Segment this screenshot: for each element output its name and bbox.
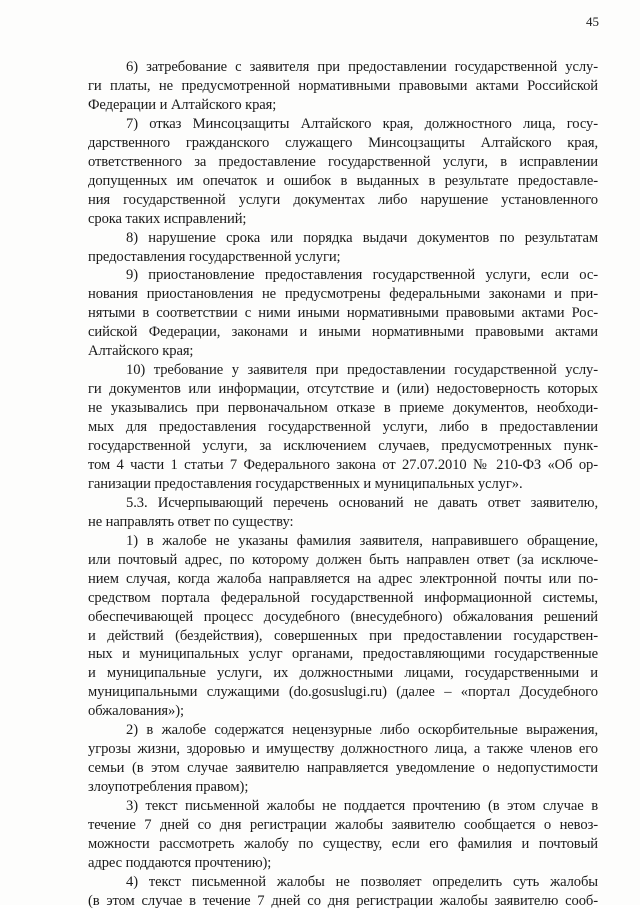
text-line: нятыми в соответствии с ними иными нормативными правовыми актами Рос- <box>88 305 598 322</box>
text-line: 8) нарушение срока или порядка выдачи документов по результатам <box>126 229 598 246</box>
text-line: 6) затребование с заявителя при предоставлении государственной услу- <box>126 59 598 75</box>
text-line: сийской Федерации, законами и иными нормативными правовыми актами <box>88 324 598 341</box>
text-line: нием случая, когда жалоба направляется на адрес электронной почты или по- <box>88 570 598 587</box>
text-line: допущенных им опечаток и ошибок в выданных в результате предоставле- <box>88 172 598 189</box>
text-line: угрозы жизни, здоровью и имуществу должностного лица, а также членов его <box>88 741 598 758</box>
text-line: 1) в жалобе не указаны фамилия заявителя, направившего обращение, <box>126 532 598 549</box>
text-line: нования приостановления не предусмотрены федеральными законами и при- <box>88 286 598 303</box>
text-line: Алтайского края; <box>88 343 194 360</box>
text-line: муниципальными служащими (do.gosuslugi.ru) (далее – «портал Досудебного <box>88 684 598 701</box>
text-line: не указывались при первоначальном отказе в приеме документов, необходи- <box>88 400 598 417</box>
text-line: семьи (в этом случае заявителю направляется уведомление о недопустимости <box>88 760 598 777</box>
text-line: (в этом случае в течение 7 дней со дня регистрации жалобы заявителю сооб- <box>88 892 598 909</box>
text-line: дарственного гражданского служащего Минсоцзащиты Алтайского края, <box>88 134 598 151</box>
text-line: Федерации и Алтайского края; <box>88 96 277 113</box>
text-line: предоставления государственной услуги; <box>88 248 341 265</box>
text-line: государственной услуги, за исключением случаев, предусмотренных пунк- <box>88 438 598 454</box>
text-line: 9) приостановление предоставления государственной услуги, если ос- <box>126 267 598 284</box>
text-line: злоупотребления правом); <box>88 779 249 796</box>
text-line: ных и муниципальных услуг органами, предоставляющими государственные <box>88 646 598 663</box>
text-line: можности рассмотреть жалобу по существу, если его фамилия и почтовый <box>88 835 598 852</box>
text-line: ги документов или информации, отсутствие и (или) недостоверность которых <box>88 381 598 398</box>
text-line: 10) требование у заявителя при предоставлении государственной услу- <box>126 362 598 379</box>
text-line: срока таких исправлений; <box>88 210 247 227</box>
text-line: или почтовый адрес, по которому должен быть направлен ответ (за исключе- <box>88 551 598 568</box>
text-line: не направлять ответ по существу: <box>88 513 294 530</box>
text-line: 4) текст письменной жалобы не позволяет определить суть жалобы <box>126 873 598 890</box>
text-line: ганизации предоставления государственных и муниципальных услуг». <box>88 475 523 492</box>
text-line: течение 7 дней со дня регистрации жалобы заявителю сообщается о невоз- <box>88 817 598 833</box>
text-line: и действий (бездействия), совершенных при предоставлении государствен- <box>88 627 598 644</box>
text-line: обжалования»); <box>88 703 184 720</box>
text-line: средством портала федеральной государственной информационной системы, <box>88 589 598 606</box>
text-line: ги платы, не предусмотренной нормативными правовыми актами Российской <box>88 78 598 94</box>
page-number: 45 <box>586 14 599 29</box>
text-line: 5.3. Исчерпывающий перечень оснований не давать ответ заявителю, <box>126 494 598 511</box>
text-line: ния государственной услуги документах либо нарушение установленного <box>88 191 598 208</box>
text-line: 3) текст письменной жалобы не поддается прочтению (в этом случае в <box>126 798 598 814</box>
text-line: ответственного за предоставление государственной услуги, в исправлении <box>88 153 598 170</box>
text-line: адрес поддаются прочтению); <box>88 854 272 871</box>
text-line: 2) в жалобе содержатся нецензурные либо оскорбительные выражения, <box>126 722 598 739</box>
text-line: обеспечивающей процесс досудебного (внесудебного) обжалования решений <box>88 608 598 625</box>
text-line: том 4 части 1 статьи 7 Федерального закона от 27.07.2010 № 210-ФЗ «Об ор- <box>88 456 598 473</box>
text-line: 7) отказ Минсоцзащиты Алтайского края, должностного лица, госу- <box>126 115 598 132</box>
text-line: и муниципальные услуги, их должностными лицами, государственными и <box>88 665 598 682</box>
text-line: мых для предоставления государственной услуги, либо в предоставлении <box>88 419 598 436</box>
